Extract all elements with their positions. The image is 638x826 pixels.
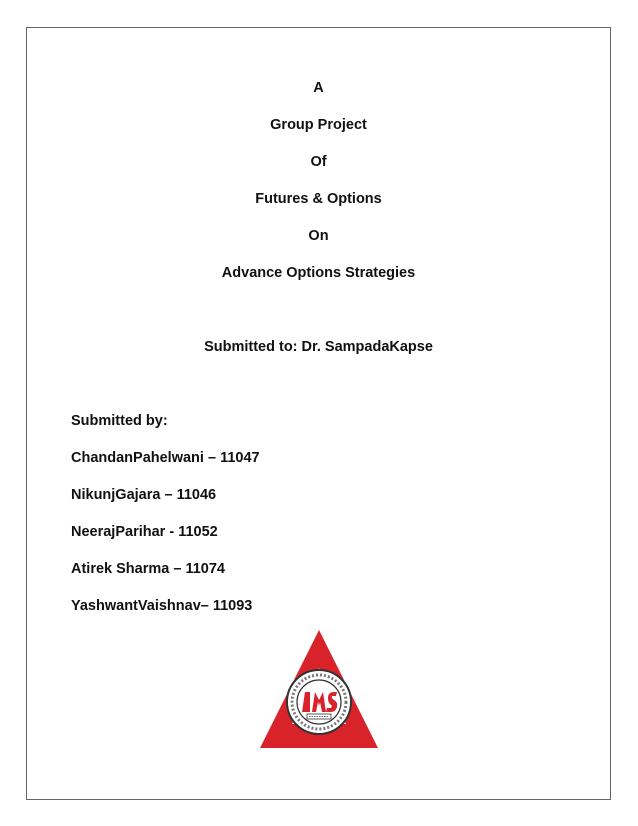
title-line-a: A: [313, 80, 324, 96]
member-4: Atirek Sharma – 11074: [71, 561, 225, 577]
member-5: YashwantVaishnav– 11093: [71, 598, 253, 614]
submitted-to: Submitted to: Dr. SampadaKapse: [204, 339, 433, 355]
title-line-on: On: [308, 228, 329, 244]
member-1: ChandanPahelwani – 11047: [71, 450, 260, 466]
title-line-group-project: Group Project: [270, 117, 367, 133]
submitted-by-heading: Submitted by:: [71, 413, 168, 429]
iims-logo-icon: [258, 628, 380, 750]
member-2: NikunjGajara – 11046: [71, 487, 217, 503]
title-line-of: Of: [310, 154, 327, 170]
title-line-topic: Advance Options Strategies: [221, 265, 416, 281]
title-line-subject: Futures & Options: [255, 191, 382, 207]
member-3: NeerajParihar - 11052: [71, 524, 218, 540]
